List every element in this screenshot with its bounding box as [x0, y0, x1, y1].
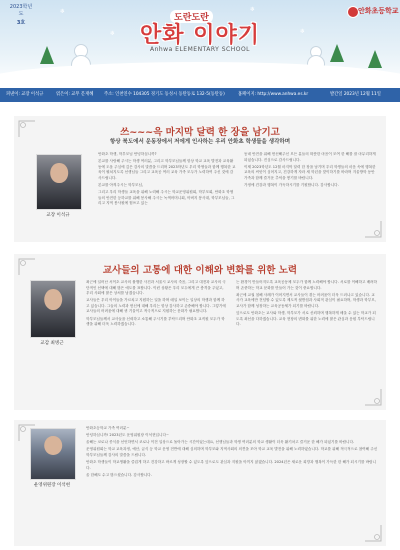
publish-date: 발간일 2023년 12월 11일 — [330, 92, 381, 97]
principal-message-panel — [14, 116, 386, 242]
paragraph: 는 환경이 만들어지도록 교육공동체 모두가 함께 노력해야 합니다. 서로를 이해하고 배려하며 존중하는 학교 문화를 만들어 가는 것이 중요합니다. — [236, 280, 378, 290]
paragraph: 가정에 건강과 행복이 가득하시기를 기원합니다. 감사합니다. — [244, 182, 339, 187]
committee-chair-photo — [30, 428, 76, 480]
snow-ground — [0, 62, 400, 88]
newsletter-subtitle: 도란도란 — [170, 10, 213, 23]
issue-edition: 3호 — [16, 20, 26, 26]
newsletter-english-title: Anhwa ELEMENTARY SCHOOL — [149, 46, 251, 53]
photo-caption: 교장 이석규 — [46, 213, 70, 218]
article-body-right — [244, 152, 378, 238]
snowflake-icon: ❄ — [300, 28, 306, 35]
paragraph: 안화초 학생들이 학교생활을 즐겁게 하고 건강하고 바르게 성장할 수 있도록 앞으로도 관심과 지원을 아끼지 않겠습니다. 2024년은 새로운 희망과 행복이 가득한 한 해가 되시기를 바랍니다. — [86, 459, 376, 470]
publication-info-bar — [0, 88, 400, 102]
article-title: 쓰~~~윽 마지막 달력 한 장을 남기고 — [120, 127, 280, 138]
committee-chair-message-panel — [14, 420, 386, 546]
paragraph: 앞으로도 안화초는 교사와 학생, 학부모가 서로 신뢰하며 행복하게 배울 수 있는 학교가 되도록 최선을 다하겠습니다. 교육 현장의 변화를 위한 노력에 많은 관심과 응원 부탁드립니다. — [236, 310, 376, 327]
snowflake-icon: ❄ — [110, 30, 116, 37]
article-body — [86, 426, 378, 540]
paragraph: 최근에 교권 침해 사례가 이어지면서 교사들이 겪는 어려움이 더욱 드러나고 있습니다. 교사가 교육에만 전념할 수 있도록 제도적 뒷받침과 사회적 관심이 필요하며, 학생과 학부모, 교사가 함께 성장하는 교육공동체가 되기를 바랍니다. — [236, 292, 376, 308]
issue-year: 2023학년도 — [9, 4, 33, 17]
school-name: 안화초등학교 — [358, 7, 399, 15]
article-body-right — [236, 280, 378, 404]
editor: 엮은이: 교무 문재혜 — [56, 92, 94, 97]
newsletter-title: 안화 이야기 — [140, 23, 260, 48]
address: 주소: 인천연수 104305 경기도 동성시 동탄동로 132-5(동탄동) — [104, 92, 225, 97]
article-subtitle: 항상 북도에서 운동장에서 저에게 인사하는 우리 안화초 학생들을 생각하며 — [109, 139, 291, 145]
newsletter-header — [0, 0, 400, 88]
homepage[interactable]: 홈페이지: http://www.anhwa.es.kr — [238, 92, 309, 97]
snowflake-icon: ❄ — [250, 6, 256, 13]
paragraph: 올해는 코로나 종식을 선언하면서 코로나 이전 일상으로 돌아가는 시간이었는데요, 선생님들과 학생 여러분의 학교 생활이 더욱 활기차고 즐거운 한 해가 되었기를 바랍니다. — [86, 440, 355, 445]
principal-photo — [36, 154, 82, 210]
photo-caption: 운영위원장 이석현 — [33, 483, 71, 488]
paragraph: 올 한해도 수고 많으셨습니다. 감사합니다. — [86, 472, 152, 477]
article-body-left — [86, 280, 228, 404]
article-title: 교사들의 고통에 대한 이해와 변화를 위한 노력 — [102, 265, 298, 276]
paragraph: 교사들은 우리 아이들을 가르치고 지원하는 일을 하며 매일 보이는 일상의 학생과 함께 하고 있습니다. 그들의 노력과 헌신에 대해 우리는 항상 감사하고 존중해야 합니다. 그렇기에 교사들의 어려움에 대해 귀 기울이고 적극적으로 지원하는 문화가 필요합니다. — [86, 298, 226, 314]
vice-principal-message-panel — [14, 254, 386, 410]
paragraph: 안화초등학교 가족 여러분~ — [86, 426, 130, 430]
paragraph: 이제 2023학년도 12월 마지막 달력 한 장을 남기며 우리 학생들의 마음 속에 행복한 교육의 씨앗이 심어지고, 건강하게 자라 새 학년을 맞이하기를 바라며 겨울방학 동안 가족과 함께 즐거운 추억을 쌓기를 바랍니다. — [244, 164, 376, 180]
paragraph: 동네 안전을 위해 헌신해주신 모든 분들의 따뜻한 마음이 모여 한 해를 잘 마무리하게 되었습니다. 진심으로 감사드립니다. — [244, 152, 376, 162]
article-body-left — [98, 152, 236, 238]
paragraph: 운영위원회는 학교 교육과정, 예산, 급식 등 학교 운영 전반에 대해 심의하며 학부모와 지역사회의 의견을 모아 학교 교육 발전을 위해 노력하였습니다. 학교를 위해 적극적으로 참여해 주신 학부모님들께 감사의 말씀을 드립니다. — [86, 447, 378, 457]
paragraph: 최근에 일어난 서이초 교사의 불행한 사건과 서울시 교사의 죽음, 그리고 대전과 교사의 극단적인 선택에 대해 많은 애도를 표합니다. 이런 상황은 우리 모두에게 큰 충격을 주었고, 우리 사회에 많은 상처를 남겼습니다. — [86, 280, 226, 296]
vice-principal-photo — [30, 280, 76, 338]
paragraph: 안녕하십니까! 2023년도 운영위원장 이석현입니다~ — [86, 433, 169, 438]
photo-caption: 교감 최병근 — [40, 341, 64, 346]
paragraph: 학부모님들께서 교사들을 신뢰하고 소통해 주시기를 부탁드리며 안화초 교직원 모두가 학생을 위해 더욱 노력하겠습니다. — [86, 316, 225, 327]
paragraph: 본교를 아껴주시는 학부모님, — [98, 182, 144, 187]
paragraph: 안화초 학생, 학부모님 안녕하십니까? — [98, 152, 157, 156]
paragraph: 본교를 사랑해 주시는 학생 여러분, 그리고 학부모님들께 항상 학교 교육 발전과 교육활동에 도움 주심에 깊은 감사의 말씀을 드리며 2023학년도 우리 학생들과 함께 행복한 교육이 펼쳐지도록 선생님들 그리고 교육공 여러 교육 가족 모두가 노력하여 주신 것에 감사드립니다. — [98, 159, 236, 180]
publisher: 펴낸이: 교장 이석규 — [6, 92, 44, 97]
paragraph: 그리고 우리 학생들 교육을 위해 노력해 주시는 학교운영위원회, 학부모회, 안화초 학생들의 안전한 등하교를 위해 봉사해 주시는 녹색어머니회, 아버지 봉사대, 학부모님들, 그리고 지역 봉사원에 힘쓰고 있는 — [98, 190, 235, 206]
snowflake-icon: ❄ — [60, 8, 66, 15]
